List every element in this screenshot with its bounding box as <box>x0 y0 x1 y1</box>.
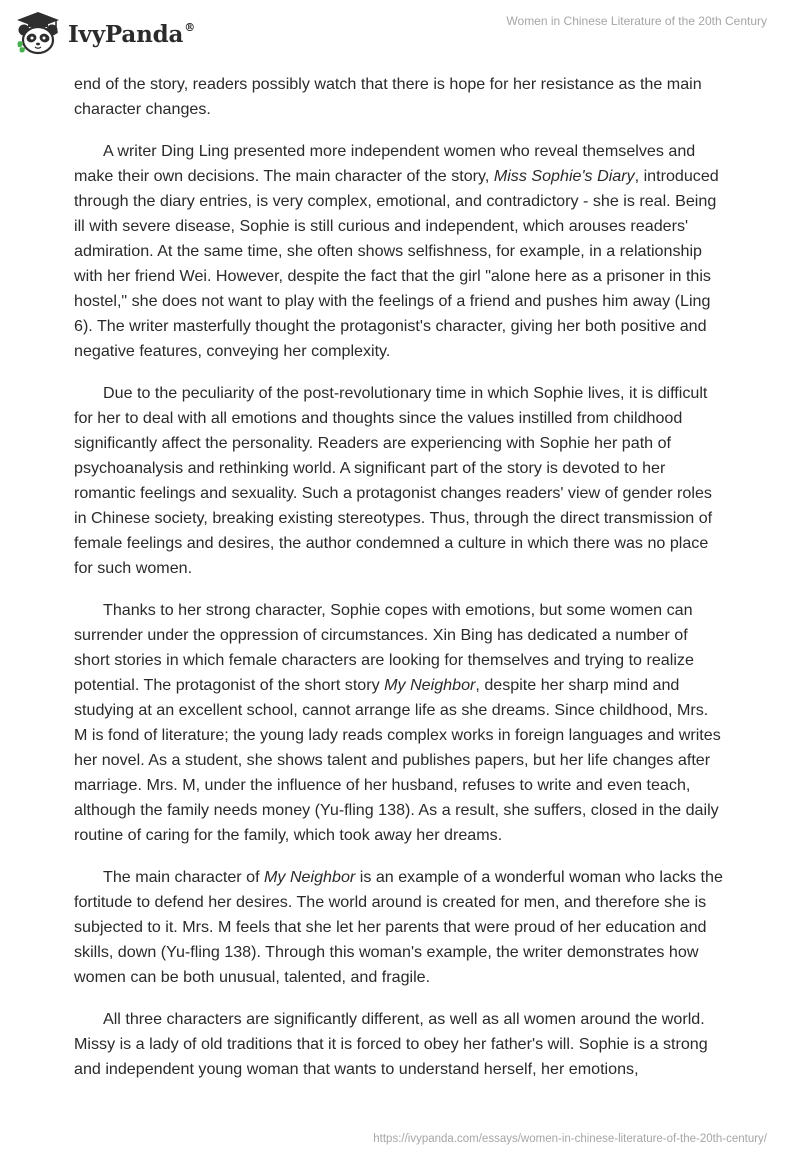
work-title: My Neighbor <box>384 676 476 694</box>
paragraph-text: , despite her sharp mind and studying at an excellent school, cannot arrange life as she dreams. Since childhood, Mrs. M is fond of literature; the young lady reads complex works in foreign languages and writes her novel. As a student, she shows talent and publishes papers, but her life changes after marriage. Mrs. M, under the influence of her husband, refuses to write and even teach, although the family needs money (Yu-fling 138). As a result, she suffers, closed in the daily routine of caring for the family, which took away her dreams. <box>74 676 721 844</box>
paragraph-text: The main character of <box>103 868 265 886</box>
paragraph-text: A writer Ding Ling presented more independent women who reveal themselves and make their own decisions. The main character of the story, <box>74 142 696 185</box>
paragraph-text: is an example of a wonderful woman who lacks the fortitude to defend her desires. The world around is created for men, and therefore she is subjected to it. Mrs. M feels that she let her parents that were proud of her education and skills, down (Yu-fling 138). Through this woman's example, the writer demonstrates how women can be both unusual, talented, and fragile. <box>74 868 723 986</box>
paragraph-text: All three characters are significantly different, as well as all women around the world. Missy is a lady of old traditions that it is forced to obey her father's will. Sophie is a strong and independent young woman that wants to understand herself, her emotions, <box>74 1010 708 1078</box>
paragraph-text: Thanks to her strong character, Sophie copes with emotions, but some women can surrender under the oppression of circumstances. Xin Bing has dedicated a number of short stories in which female characters are looking for themselves and trying to realize potential. The protagonist of the short story <box>74 601 694 694</box>
paragraph-text: , introduced through the diary entries, is very complex, emotional, and contradictory - she is real. Being ill with severe disease, Sophie is still curious and independent, which arouses readers' admiration. At the same time, she often shows selfishness, for example, in a relationship with her friend Wei. However, despite the fact that the girl "alone here as a prisoner in this hostel," she does not want to play with the feelings of a friend and pushes him away (Ling 6). The writer masterfully thought the protagonist's character, giving her both positive and negative features, conveying her complexity. <box>74 167 719 360</box>
essay-paragraph <box>74 1007 726 1082</box>
paragraph-text: end of the story, readers possibly watch that there is hope for her resistance as the main character changes. <box>74 75 702 118</box>
source-url[interactable]: https://ivypanda.com/essays/women-in-chinese-literature-of-the-20th-century/ <box>373 1133 767 1145</box>
essay-paragraph <box>74 381 726 581</box>
brand-name-text: IvyPanda <box>68 20 184 48</box>
essay-body <box>74 72 726 1099</box>
page-header <box>0 0 800 70</box>
work-title: Miss Sophie's Diary <box>493 167 635 185</box>
essay-paragraph <box>74 139 726 364</box>
document-title: Women in Chinese Literature of the 20th Century <box>506 14 767 28</box>
essay-paragraph <box>74 72 726 122</box>
essay-paragraph <box>74 865 726 990</box>
paragraph-text: Due to the peculiarity of the post-revolutionary time in which Sophie lives, it is difficult for her to deal with all emotions and thoughts since the values instilled from childhood significantly affect the personality. Readers are experiencing with Sophie her path of psychoanalysis and rethinking world. A significant part of the story is devoted to her romantic feelings and sexuality. Such a protagonist changes readers' view of gender roles in Chinese society, breaking existing stereotypes. Thus, through the direct transmission of female feelings and desires, the author condemned a culture in which there was no place for such women. <box>74 384 713 577</box>
brand-name <box>68 21 195 48</box>
essay-paragraph <box>74 598 726 848</box>
work-title: My Neighbor <box>264 868 356 886</box>
panda-graduate-logo-icon <box>14 9 62 57</box>
site-logo[interactable] <box>14 8 195 58</box>
registered-mark: ® <box>184 20 195 34</box>
